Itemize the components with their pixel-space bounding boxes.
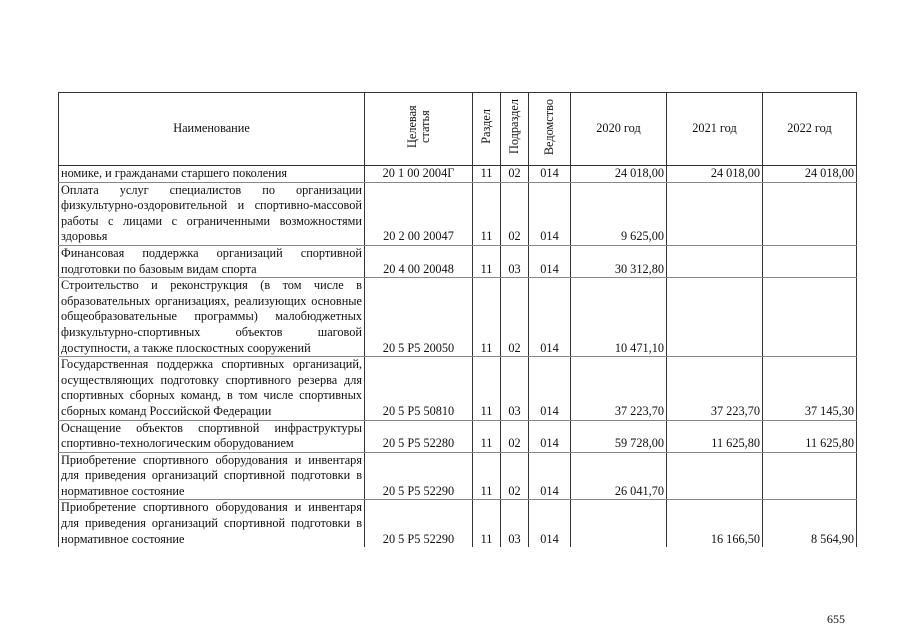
header-year-2020: 2020 год: [571, 93, 667, 166]
row-amount-2022: 24 018,00: [763, 166, 857, 183]
row-target-article: 20 5 P5 20050: [365, 278, 473, 357]
row-target-article: 20 1 00 2004Г: [365, 166, 473, 183]
row-amount-2021: [667, 182, 763, 245]
row-amount-2020: 59 728,00: [571, 420, 667, 452]
table-row: [59, 245, 857, 277]
row-target-article: 20 5 P5 52290: [365, 500, 473, 547]
row-amount-2020: 9 625,00: [571, 182, 667, 245]
row-subsection: 02: [501, 420, 529, 452]
row-section: 11: [473, 500, 501, 547]
row-name: Оплата услуг специалистов по организации физкультурно-оздоровительной и спортивно-массовой работы с лицами с ограниченными возможностями здоровья: [59, 182, 365, 245]
header-target-article: Целевая статья: [365, 93, 473, 166]
row-amount-2021: [667, 452, 763, 500]
table-row: [59, 452, 857, 500]
row-section: 11: [473, 166, 501, 183]
row-amount-2021: 37 223,70: [667, 357, 763, 420]
row-amount-2022: 11 625,80: [763, 420, 857, 452]
row-amount-2022: [763, 278, 857, 357]
header-name: Наименование: [59, 93, 365, 166]
row-target-article: 20 4 00 20048: [365, 245, 473, 277]
row-amount-2021: 24 018,00: [667, 166, 763, 183]
row-department: 014: [529, 500, 571, 547]
row-name: Государственная поддержка спортивных организаций, осуществляющих подготовку спортивного резерва для спортивных сборных команд, в том числе спортивных сборных команд Российской Федерации: [59, 357, 365, 420]
row-section: 11: [473, 357, 501, 420]
row-amount-2022: [763, 245, 857, 277]
row-target-article: 20 5 P5 52280: [365, 420, 473, 452]
table-row: [59, 278, 857, 357]
row-name: Приобретение спортивного оборудования и инвентаря для приведения организаций спортивной подготовки в нормативное состояние: [59, 500, 365, 547]
table-row: [59, 182, 857, 245]
row-name: Оснащение объектов спортивной инфраструктуры спортивно-технологическим оборудованием: [59, 420, 365, 452]
row-department: 014: [529, 357, 571, 420]
table-row: [59, 357, 857, 420]
row-name: номике, и гражданами старшего поколения: [59, 166, 365, 183]
row-name: Приобретение спортивного оборудования и инвентаря для приведения организаций спортивной подготовки в нормативное состояние: [59, 452, 365, 500]
row-amount-2020: 30 312,80: [571, 245, 667, 277]
row-name: Строительство и реконструкция (в том числе в образовательных организациях, реализующих основные общеобразовательные программы) малобюджетных физкультурно-спортивных объектов шаговой доступности, а также плоскостных сооружений: [59, 278, 365, 357]
row-section: 11: [473, 182, 501, 245]
row-name: Финансовая поддержка организаций спортивной подготовки по базовым видам спорта: [59, 245, 365, 277]
row-amount-2020: 24 018,00: [571, 166, 667, 183]
row-department: 014: [529, 166, 571, 183]
row-amount-2020: 10 471,10: [571, 278, 667, 357]
header-year-2021: 2021 год: [667, 93, 763, 166]
row-amount-2021: 16 166,50: [667, 500, 763, 547]
row-amount-2022: [763, 182, 857, 245]
row-amount-2021: 11 625,80: [667, 420, 763, 452]
row-department: 014: [529, 182, 571, 245]
table-row: [59, 420, 857, 452]
row-amount-2020: 26 041,70: [571, 452, 667, 500]
row-department: 014: [529, 452, 571, 500]
row-target-article: 20 5 P5 52290: [365, 452, 473, 500]
row-subsection: 02: [501, 278, 529, 357]
table-header-row: [59, 93, 857, 166]
row-amount-2022: 8 564,90: [763, 500, 857, 547]
row-department: 014: [529, 278, 571, 357]
budget-table: [58, 92, 857, 547]
header-department: Ведомство: [529, 93, 571, 166]
header-year-2022: 2022 год: [763, 93, 857, 166]
row-section: 11: [473, 278, 501, 357]
row-amount-2022: [763, 452, 857, 500]
row-subsection: 02: [501, 182, 529, 245]
row-subsection: 02: [501, 452, 529, 500]
header-section: Раздел: [473, 93, 501, 166]
table-row: [59, 166, 857, 183]
row-subsection: 03: [501, 500, 529, 547]
row-department: 014: [529, 420, 571, 452]
header-subsection: Подраздел: [501, 93, 529, 166]
row-amount-2020: 37 223,70: [571, 357, 667, 420]
row-subsection: 03: [501, 245, 529, 277]
row-subsection: 03: [501, 357, 529, 420]
row-amount-2021: [667, 245, 763, 277]
row-amount-2022: 37 145,30: [763, 357, 857, 420]
row-target-article: 20 2 00 20047: [365, 182, 473, 245]
row-subsection: 02: [501, 166, 529, 183]
row-section: 11: [473, 245, 501, 277]
row-target-article: 20 5 P5 50810: [365, 357, 473, 420]
row-department: 014: [529, 245, 571, 277]
row-section: 11: [473, 452, 501, 500]
row-amount-2021: [667, 278, 763, 357]
table-row: [59, 500, 857, 547]
row-section: 11: [473, 420, 501, 452]
page-number: 655: [827, 612, 845, 626]
row-amount-2020: [571, 500, 667, 547]
